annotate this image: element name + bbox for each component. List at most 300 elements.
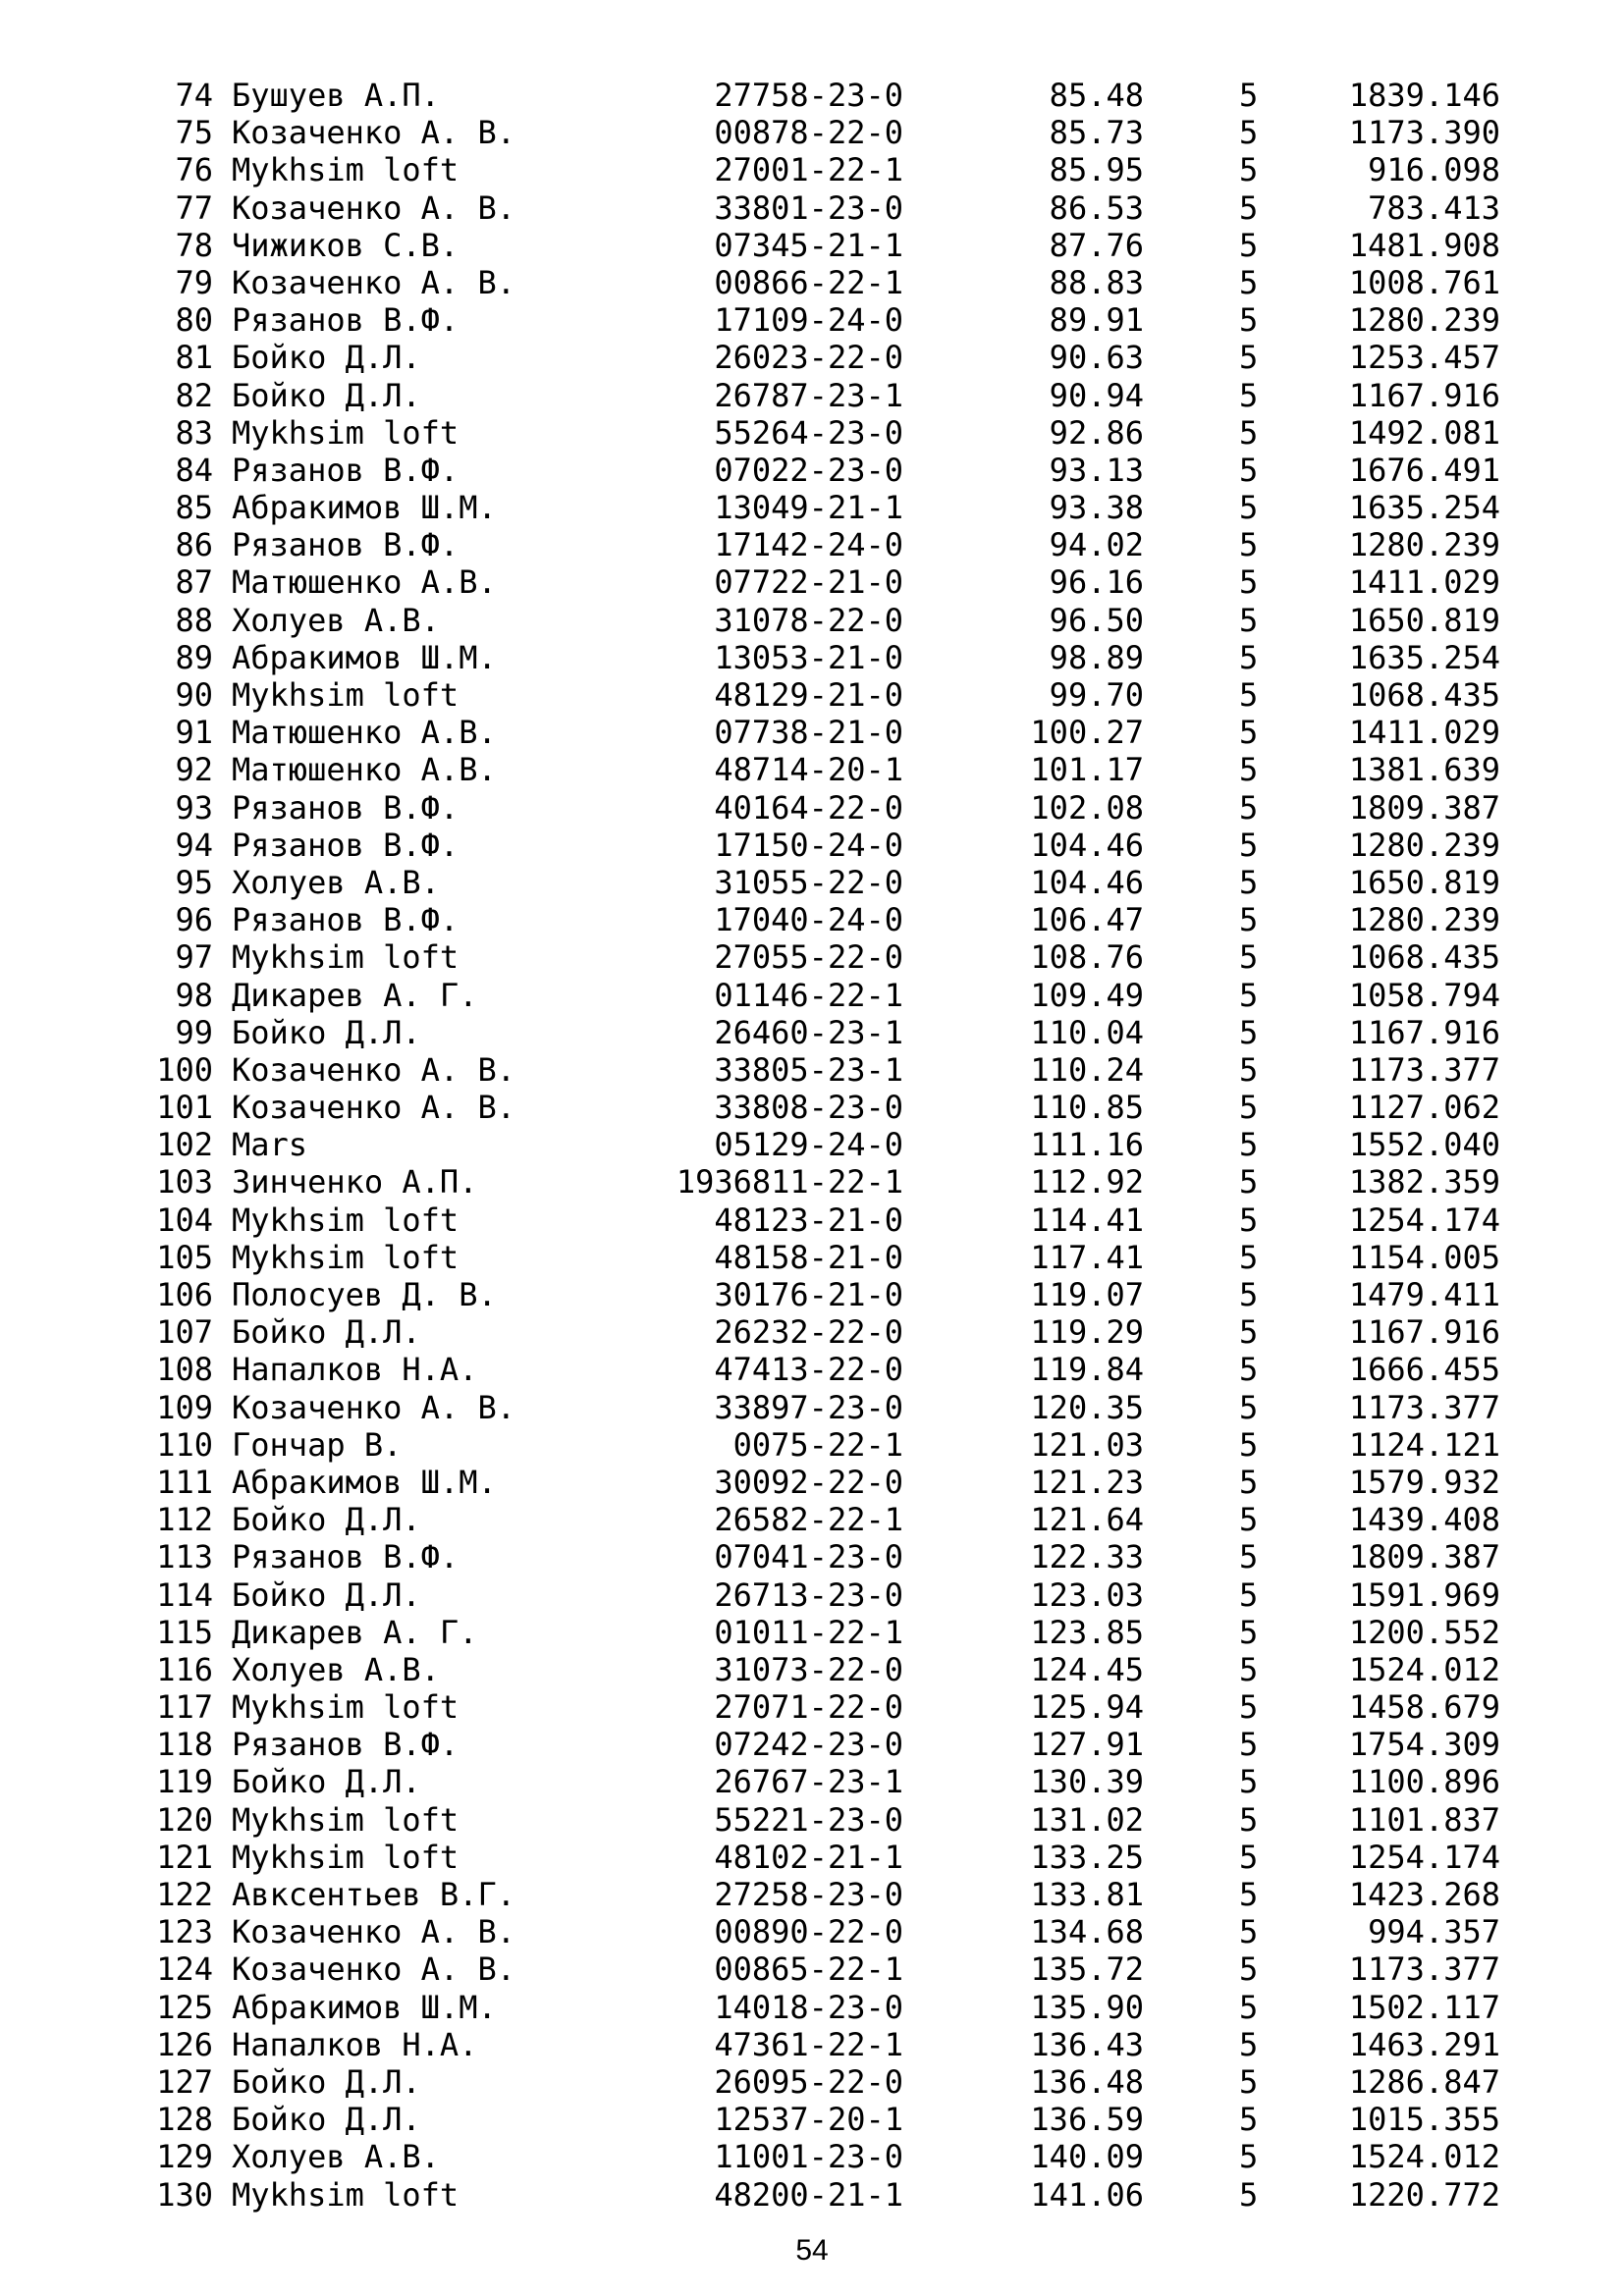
ring-code: 27071-22-0 bbox=[714, 1688, 903, 1727]
owner-name: Рязанов В.Ф. bbox=[232, 451, 460, 489]
distance-value: 94.02 bbox=[1049, 526, 1144, 564]
distance-value: 121.23 bbox=[1030, 1463, 1144, 1501]
score-value: 1439.408 bbox=[1348, 1501, 1500, 1539]
distance-value: 87.76 bbox=[1049, 226, 1144, 264]
grade: 5 bbox=[1239, 1800, 1259, 1839]
grade: 5 bbox=[1239, 1276, 1259, 1313]
grade: 5 bbox=[1239, 1013, 1259, 1051]
distance-value: 119.07 bbox=[1030, 1276, 1144, 1313]
table-row bbox=[0, 751, 1624, 788]
distance-value: 127.91 bbox=[1030, 1726, 1144, 1764]
row-number: 94 bbox=[175, 826, 213, 864]
table-row bbox=[0, 1089, 1624, 1126]
owner-name: Козаченко А. В. bbox=[232, 1913, 515, 1951]
distance-value: 121.03 bbox=[1030, 1425, 1144, 1464]
grade: 5 bbox=[1239, 1388, 1259, 1426]
table-row bbox=[0, 1950, 1624, 1988]
grade: 5 bbox=[1239, 1988, 1259, 2026]
distance-value: 90.94 bbox=[1049, 376, 1144, 414]
ring-code: 17109-24-0 bbox=[714, 301, 903, 340]
owner-name: Чижиков С.В. bbox=[232, 226, 460, 264]
grade: 5 bbox=[1239, 1501, 1259, 1539]
ring-code: 00890-22-0 bbox=[714, 1913, 903, 1951]
ring-code: 31055-22-0 bbox=[714, 863, 903, 901]
distance-value: 110.04 bbox=[1030, 1013, 1144, 1051]
score-value: 1381.639 bbox=[1348, 751, 1500, 789]
row-number: 75 bbox=[175, 114, 213, 152]
table-row bbox=[0, 1538, 1624, 1575]
owner-name: Дикарев А. Г. bbox=[232, 1613, 478, 1651]
grade: 5 bbox=[1239, 376, 1259, 414]
grade: 5 bbox=[1239, 1089, 1259, 1127]
owner-name: Mykhsim loft bbox=[232, 2175, 460, 2214]
grade: 5 bbox=[1239, 863, 1259, 901]
score-value: 1253.457 bbox=[1348, 339, 1500, 377]
distance-value: 133.81 bbox=[1030, 1876, 1144, 1913]
grade: 5 bbox=[1239, 1838, 1259, 1876]
row-number: 117 bbox=[156, 1688, 213, 1727]
distance-value: 136.48 bbox=[1030, 2062, 1144, 2101]
row-number: 124 bbox=[156, 1950, 213, 1989]
score-value: 1167.916 bbox=[1348, 1013, 1500, 1051]
ring-code: 07022-23-0 bbox=[714, 451, 903, 489]
score-value: 1286.847 bbox=[1348, 2062, 1500, 2101]
row-number: 118 bbox=[156, 1726, 213, 1764]
owner-name: Рязанов В.Ф. bbox=[232, 1726, 460, 1764]
grade: 5 bbox=[1239, 1163, 1259, 1201]
distance-value: 88.83 bbox=[1049, 263, 1144, 301]
distance-value: 90.63 bbox=[1049, 339, 1144, 377]
row-number: 87 bbox=[175, 563, 213, 602]
row-number: 90 bbox=[175, 676, 213, 714]
owner-name: Козаченко А. В. bbox=[232, 1050, 515, 1089]
row-number: 125 bbox=[156, 1988, 213, 2026]
table-row bbox=[0, 1726, 1624, 1763]
row-number: 105 bbox=[156, 1238, 213, 1276]
score-value: 1754.309 bbox=[1348, 1726, 1500, 1764]
score-value: 1492.081 bbox=[1348, 413, 1500, 452]
grade: 5 bbox=[1239, 2175, 1259, 2214]
score-value: 1650.819 bbox=[1348, 601, 1500, 639]
ring-code: 27758-23-0 bbox=[714, 77, 903, 114]
grade: 5 bbox=[1239, 1313, 1259, 1352]
row-number: 88 bbox=[175, 601, 213, 639]
table-row bbox=[0, 1426, 1624, 1464]
owner-name: Матюшенко А.В. bbox=[232, 751, 497, 789]
row-number: 83 bbox=[175, 413, 213, 452]
row-number: 80 bbox=[175, 301, 213, 340]
owner-name: Рязанов В.Ф. bbox=[232, 526, 460, 564]
ring-code: 48200-21-1 bbox=[714, 2175, 903, 2214]
score-value: 1167.916 bbox=[1348, 376, 1500, 414]
score-value: 1676.491 bbox=[1348, 451, 1500, 489]
table-row bbox=[0, 526, 1624, 563]
table-row bbox=[0, 264, 1624, 301]
table-row bbox=[0, 1688, 1624, 1726]
grade: 5 bbox=[1239, 714, 1259, 752]
ring-code: 26787-23-1 bbox=[714, 376, 903, 414]
score-value: 1173.390 bbox=[1348, 114, 1500, 152]
row-number: 114 bbox=[156, 1575, 213, 1614]
ring-code: 40164-22-0 bbox=[714, 788, 903, 827]
ring-code: 17150-24-0 bbox=[714, 826, 903, 864]
score-value: 1154.005 bbox=[1348, 1238, 1500, 1276]
row-number: 102 bbox=[156, 1126, 213, 1164]
grade: 5 bbox=[1239, 751, 1259, 789]
ring-code: 31073-22-0 bbox=[714, 1650, 903, 1688]
score-value: 1411.029 bbox=[1348, 563, 1500, 602]
grade: 5 bbox=[1239, 339, 1259, 377]
score-value: 1124.121 bbox=[1348, 1425, 1500, 1464]
ring-code: 26232-22-0 bbox=[714, 1313, 903, 1352]
ring-code: 48123-21-0 bbox=[714, 1201, 903, 1239]
results-table bbox=[0, 77, 1624, 2214]
owner-name: Козаченко А. В. bbox=[232, 188, 515, 227]
row-number: 84 bbox=[175, 451, 213, 489]
ring-code: 14018-23-0 bbox=[714, 1988, 903, 2026]
distance-value: 89.91 bbox=[1049, 301, 1144, 340]
grade: 5 bbox=[1239, 1463, 1259, 1501]
score-value: 1058.794 bbox=[1348, 976, 1500, 1014]
distance-value: 123.03 bbox=[1030, 1575, 1144, 1614]
ring-code: 47413-22-0 bbox=[714, 1351, 903, 1389]
owner-name: Mykhsim loft bbox=[232, 676, 460, 714]
grade: 5 bbox=[1239, 188, 1259, 227]
owner-name: Абракимов Ш.М. bbox=[232, 1463, 497, 1501]
owner-name: Абракимов Ш.М. bbox=[232, 638, 497, 676]
distance-value: 106.47 bbox=[1030, 901, 1144, 939]
owner-name: Напалков Н.А. bbox=[232, 1351, 478, 1389]
table-row bbox=[0, 414, 1624, 452]
grade: 5 bbox=[1239, 526, 1259, 564]
table-row bbox=[0, 1276, 1624, 1313]
table-row bbox=[0, 1201, 1624, 1239]
owner-name: Полосуев Д. В. bbox=[232, 1276, 497, 1313]
score-value: 1411.029 bbox=[1348, 714, 1500, 752]
score-value: 1100.896 bbox=[1348, 1763, 1500, 1801]
grade: 5 bbox=[1239, 2025, 1259, 2063]
table-row bbox=[0, 77, 1624, 114]
score-value: 1524.012 bbox=[1348, 1650, 1500, 1688]
ring-code: 48158-21-0 bbox=[714, 1238, 903, 1276]
owner-name: Авксентьев В.Г. bbox=[232, 1876, 515, 1913]
table-row bbox=[0, 452, 1624, 489]
owner-name: Бойко Д.Л. bbox=[232, 1575, 421, 1614]
distance-value: 124.45 bbox=[1030, 1650, 1144, 1688]
row-number: 120 bbox=[156, 1800, 213, 1839]
owner-name: Mykhsim loft bbox=[232, 1238, 460, 1276]
owner-name: Холуев А.В. bbox=[232, 2138, 440, 2176]
owner-name: Бойко Д.Л. bbox=[232, 339, 421, 377]
table-row bbox=[0, 1051, 1624, 1089]
owner-name: Козаченко А. В. bbox=[232, 263, 515, 301]
owner-name: Козаченко А. В. bbox=[232, 1950, 515, 1989]
ring-code: 26095-22-0 bbox=[714, 2062, 903, 2101]
ring-code: 13049-21-1 bbox=[714, 489, 903, 527]
grade: 5 bbox=[1239, 1425, 1259, 1464]
distance-value: 99.70 bbox=[1049, 676, 1144, 714]
grade: 5 bbox=[1239, 1876, 1259, 1913]
row-number: 91 bbox=[175, 714, 213, 752]
ring-code: 47361-22-1 bbox=[714, 2025, 903, 2063]
table-row bbox=[0, 1801, 1624, 1839]
grade: 5 bbox=[1239, 2138, 1259, 2176]
ring-code: 55264-23-0 bbox=[714, 413, 903, 452]
table-row bbox=[0, 1501, 1624, 1538]
distance-value: 114.41 bbox=[1030, 1201, 1144, 1239]
score-value: 1479.411 bbox=[1348, 1276, 1500, 1313]
ring-code: 00878-22-0 bbox=[714, 114, 903, 152]
row-number: 127 bbox=[156, 2062, 213, 2101]
score-value: 1809.387 bbox=[1348, 1538, 1500, 1576]
ring-code: 01146-22-1 bbox=[714, 976, 903, 1014]
score-value: 1423.268 bbox=[1348, 1876, 1500, 1913]
score-value: 1068.435 bbox=[1348, 676, 1500, 714]
row-number: 113 bbox=[156, 1538, 213, 1576]
ring-code: 07041-23-0 bbox=[714, 1538, 903, 1576]
row-number: 95 bbox=[175, 863, 213, 901]
row-number: 85 bbox=[175, 489, 213, 527]
grade: 5 bbox=[1239, 1050, 1259, 1089]
distance-value: 117.41 bbox=[1030, 1238, 1144, 1276]
grade: 5 bbox=[1239, 1763, 1259, 1801]
score-value: 1524.012 bbox=[1348, 2138, 1500, 2176]
table-row bbox=[0, 977, 1624, 1014]
row-number: 86 bbox=[175, 526, 213, 564]
ring-code: 1936811-22-1 bbox=[676, 1163, 903, 1201]
row-number: 76 bbox=[175, 151, 213, 189]
grade: 5 bbox=[1239, 1538, 1259, 1576]
ring-code: 55221-23-0 bbox=[714, 1800, 903, 1839]
distance-value: 135.72 bbox=[1030, 1950, 1144, 1989]
score-value: 1280.239 bbox=[1348, 301, 1500, 340]
owner-name: Бойко Д.Л. bbox=[232, 2101, 421, 2139]
table-row bbox=[0, 227, 1624, 264]
table-row bbox=[0, 827, 1624, 864]
owner-name: Рязанов В.Ф. bbox=[232, 826, 460, 864]
owner-name: Козаченко А. В. bbox=[232, 1388, 515, 1426]
table-row bbox=[0, 377, 1624, 414]
distance-value: 123.85 bbox=[1030, 1613, 1144, 1651]
owner-name: Бойко Д.Л. bbox=[232, 1013, 421, 1051]
distance-value: 85.73 bbox=[1049, 114, 1144, 152]
row-number: 109 bbox=[156, 1388, 213, 1426]
grade: 5 bbox=[1239, 638, 1259, 676]
table-row bbox=[0, 2176, 1624, 2214]
ring-code: 05129-24-0 bbox=[714, 1126, 903, 1164]
ring-code: 33801-23-0 bbox=[714, 188, 903, 227]
ring-code: 26023-22-0 bbox=[714, 339, 903, 377]
grade: 5 bbox=[1239, 114, 1259, 152]
distance-value: 133.25 bbox=[1030, 1838, 1144, 1876]
row-number: 129 bbox=[156, 2138, 213, 2176]
grade: 5 bbox=[1239, 788, 1259, 827]
ring-code: 00866-22-1 bbox=[714, 263, 903, 301]
grade: 5 bbox=[1239, 1950, 1259, 1989]
row-number: 106 bbox=[156, 1276, 213, 1313]
row-number: 79 bbox=[175, 263, 213, 301]
table-row bbox=[0, 1163, 1624, 1201]
owner-name: Козаченко А. В. bbox=[232, 114, 515, 152]
table-row bbox=[0, 1389, 1624, 1426]
owner-name: Холуев А.В. bbox=[232, 1650, 440, 1688]
distance-value: 85.48 bbox=[1049, 77, 1144, 114]
row-number: 115 bbox=[156, 1613, 213, 1651]
grade: 5 bbox=[1239, 151, 1259, 189]
score-value: 1127.062 bbox=[1348, 1089, 1500, 1127]
row-number: 98 bbox=[175, 976, 213, 1014]
owner-name: Козаченко А. В. bbox=[232, 1089, 515, 1127]
score-value: 1839.146 bbox=[1348, 77, 1500, 114]
score-value: 1552.040 bbox=[1348, 1126, 1500, 1164]
ring-code: 48129-21-0 bbox=[714, 676, 903, 714]
ring-code: 33897-23-0 bbox=[714, 1388, 903, 1426]
table-row bbox=[0, 639, 1624, 676]
table-row bbox=[0, 151, 1624, 188]
distance-value: 85.95 bbox=[1049, 151, 1144, 189]
score-value: 1220.772 bbox=[1348, 2175, 1500, 2214]
grade: 5 bbox=[1239, 976, 1259, 1014]
score-value: 1101.837 bbox=[1348, 1800, 1500, 1839]
ring-code: 48102-21-1 bbox=[714, 1838, 903, 1876]
table-row bbox=[0, 1614, 1624, 1651]
owner-name: Холуев А.В. bbox=[232, 863, 440, 901]
row-number: 100 bbox=[156, 1050, 213, 1089]
owner-name: Рязанов В.Ф. bbox=[232, 901, 460, 939]
table-row bbox=[0, 1576, 1624, 1614]
row-number: 119 bbox=[156, 1763, 213, 1801]
owner-name: Mykhsim loft bbox=[232, 151, 460, 189]
ring-code: 07242-23-0 bbox=[714, 1726, 903, 1764]
distance-value: 130.39 bbox=[1030, 1763, 1144, 1801]
score-value: 1173.377 bbox=[1348, 1950, 1500, 1989]
grade: 5 bbox=[1239, 2062, 1259, 2101]
owner-name: Дикарев А. Г. bbox=[232, 976, 478, 1014]
table-row bbox=[0, 189, 1624, 227]
distance-value: 102.08 bbox=[1030, 788, 1144, 827]
owner-name: Mykhsim loft bbox=[232, 1800, 460, 1839]
distance-value: 135.90 bbox=[1030, 1988, 1144, 2026]
owner-name: Абракимов Ш.М. bbox=[232, 489, 497, 527]
owner-name: Рязанов В.Ф. bbox=[232, 301, 460, 340]
distance-value: 134.68 bbox=[1030, 1913, 1144, 1951]
table-row bbox=[0, 2138, 1624, 2175]
score-value: 1280.239 bbox=[1348, 526, 1500, 564]
distance-value: 93.38 bbox=[1049, 489, 1144, 527]
distance-value: 104.46 bbox=[1030, 863, 1144, 901]
owner-name: Mykhsim loft bbox=[232, 1838, 460, 1876]
ring-code: 30176-21-0 bbox=[714, 1276, 903, 1313]
row-number: 103 bbox=[156, 1163, 213, 1201]
ring-code: 17040-24-0 bbox=[714, 901, 903, 939]
row-number: 111 bbox=[156, 1463, 213, 1501]
ring-code: 27001-22-1 bbox=[714, 151, 903, 189]
distance-value: 86.53 bbox=[1049, 188, 1144, 227]
table-row bbox=[0, 1913, 1624, 1950]
grade: 5 bbox=[1239, 1238, 1259, 1276]
table-row bbox=[0, 114, 1624, 151]
grade: 5 bbox=[1239, 1726, 1259, 1764]
distance-value: 93.13 bbox=[1049, 451, 1144, 489]
owner-name: Mykhsim loft bbox=[232, 413, 460, 452]
distance-value: 96.16 bbox=[1049, 563, 1144, 602]
owner-name: Mykhsim loft bbox=[232, 1201, 460, 1239]
row-number: 126 bbox=[156, 2025, 213, 2063]
ring-code: 07722-21-0 bbox=[714, 563, 903, 602]
grade: 5 bbox=[1239, 676, 1259, 714]
distance-value: 108.76 bbox=[1030, 938, 1144, 977]
row-number: 108 bbox=[156, 1351, 213, 1389]
ring-code: 27055-22-0 bbox=[714, 938, 903, 977]
grade: 5 bbox=[1239, 301, 1259, 340]
score-value: 1008.761 bbox=[1348, 263, 1500, 301]
ring-code: 12537-20-1 bbox=[714, 2101, 903, 2139]
owner-name: Рязанов В.Ф. bbox=[232, 1538, 460, 1576]
table-row bbox=[0, 1351, 1624, 1388]
row-number: 82 bbox=[175, 376, 213, 414]
distance-value: 120.35 bbox=[1030, 1388, 1144, 1426]
ring-code: 26460-23-1 bbox=[714, 1013, 903, 1051]
grade: 5 bbox=[1239, 1613, 1259, 1651]
distance-value: 96.50 bbox=[1049, 601, 1144, 639]
distance-value: 92.86 bbox=[1049, 413, 1144, 452]
grade: 5 bbox=[1239, 901, 1259, 939]
score-value: 1635.254 bbox=[1348, 489, 1500, 527]
score-value: 1167.916 bbox=[1348, 1313, 1500, 1352]
score-value: 1173.377 bbox=[1348, 1388, 1500, 1426]
table-row bbox=[0, 1839, 1624, 1876]
score-value: 1200.552 bbox=[1348, 1613, 1500, 1651]
row-number: 123 bbox=[156, 1913, 213, 1951]
distance-value: 101.17 bbox=[1030, 751, 1144, 789]
owner-name: Бушуев А.П. bbox=[232, 77, 440, 114]
ring-code: 17142-24-0 bbox=[714, 526, 903, 564]
distance-value: 131.02 bbox=[1030, 1800, 1144, 1839]
table-row bbox=[0, 602, 1624, 639]
row-number: 78 bbox=[175, 226, 213, 264]
grade: 5 bbox=[1239, 1688, 1259, 1727]
score-value: 783.413 bbox=[1368, 188, 1500, 227]
distance-value: 111.16 bbox=[1030, 1126, 1144, 1164]
row-number: 99 bbox=[175, 1013, 213, 1051]
table-row bbox=[0, 789, 1624, 827]
ring-code: 0075-22-1 bbox=[732, 1425, 903, 1464]
score-value: 994.357 bbox=[1368, 1913, 1500, 1951]
row-number: 93 bbox=[175, 788, 213, 827]
table-row bbox=[0, 563, 1624, 601]
grade: 5 bbox=[1239, 413, 1259, 452]
owner-name: Бойко Д.Л. bbox=[232, 1313, 421, 1352]
distance-value: 98.89 bbox=[1049, 638, 1144, 676]
owner-name: Бойко Д.Л. bbox=[232, 376, 421, 414]
grade: 5 bbox=[1239, 826, 1259, 864]
score-value: 1635.254 bbox=[1348, 638, 1500, 676]
owner-name: Рязанов В.Ф. bbox=[232, 788, 460, 827]
distance-value: 100.27 bbox=[1030, 714, 1144, 752]
owner-name: Mykhsim loft bbox=[232, 1688, 460, 1727]
table-row bbox=[0, 1989, 1624, 2026]
grade: 5 bbox=[1239, 1913, 1259, 1951]
table-row bbox=[0, 864, 1624, 901]
table-row bbox=[0, 1464, 1624, 1501]
grade: 5 bbox=[1239, 77, 1259, 114]
table-row bbox=[0, 1763, 1624, 1800]
ring-code: 13053-21-0 bbox=[714, 638, 903, 676]
row-number: 122 bbox=[156, 1876, 213, 1913]
ring-code: 11001-23-0 bbox=[714, 2138, 903, 2176]
score-value: 1382.359 bbox=[1348, 1163, 1500, 1201]
ring-code: 00865-22-1 bbox=[714, 1950, 903, 1989]
